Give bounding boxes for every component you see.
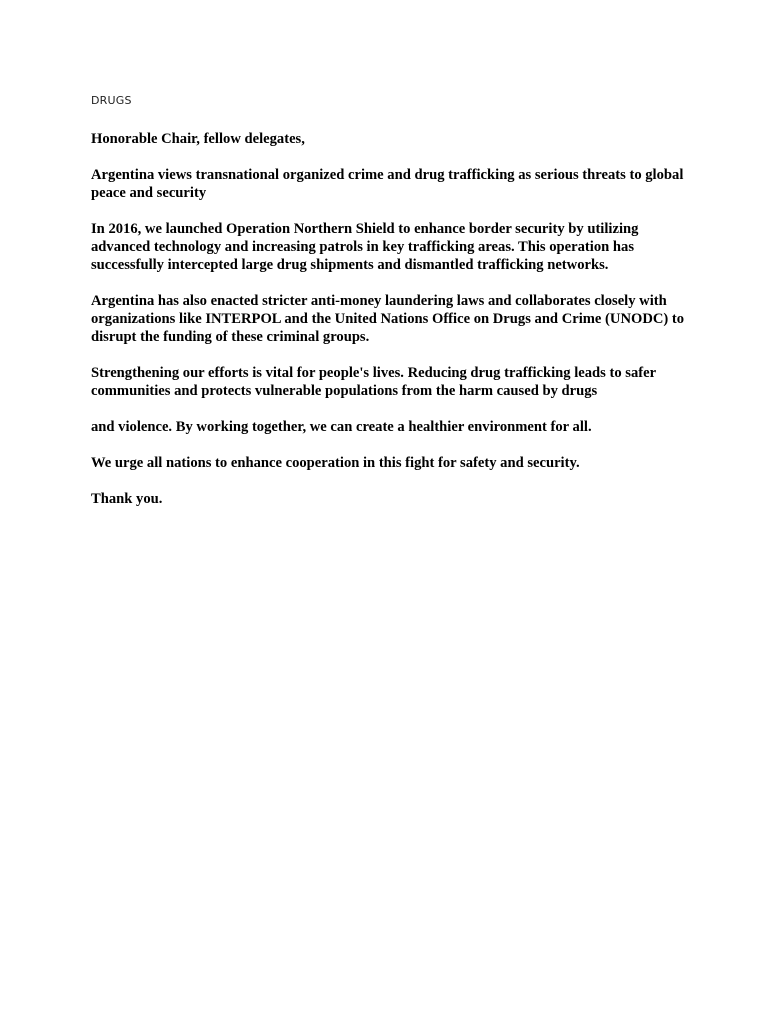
speech-body [91, 130, 691, 526]
paragraph-strengthening-efforts: Strengthening our efforts is vital for people's lives. Reducing drug trafficking leads to safer communities and protects vulnerable populations from the harm caused by drugs [91, 365, 656, 399]
salutation: Honorable Chair, fellow delegates, [91, 131, 305, 147]
paragraph-threat-statement: Argentina views transnational organized crime and drug trafficking as serious threats to global peace and security [91, 167, 684, 201]
paragraph-working-together: and violence. By working together, we can create a healthier environment for all. [91, 419, 592, 435]
closing: Thank you. [91, 491, 163, 507]
paragraph-anti-money-laundering: Argentina has also enacted stricter anti-money laundering laws and collaborates closely with organizations like INTERPOL and the United Nations Office on Drugs and Crime (UNODC) to disrupt the funding of these criminal groups. [91, 293, 685, 345]
document-header: DRUGS [91, 94, 132, 107]
paragraph-operation-northern-shield: In 2016, we launched Operation Northern Shield to enhance border security by utilizing advanced technology and increasing patrols in key trafficking areas. This operation has successfully intercepted large drug shipments and dismantled trafficking networks. [91, 221, 639, 273]
paragraph-urge-cooperation: We urge all nations to enhance cooperation in this fight for safety and security. [91, 455, 580, 471]
